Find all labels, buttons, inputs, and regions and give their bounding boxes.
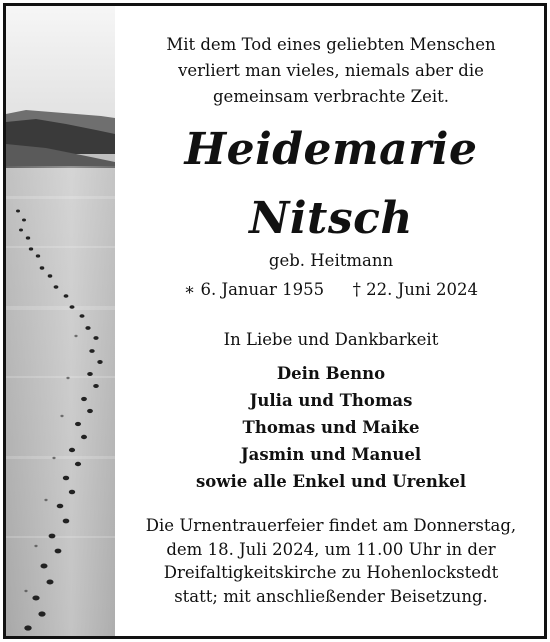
mourner-entry: sowie alle Enkel und Urenkel — [195, 472, 467, 491]
beach-footprints-photo — [6, 6, 115, 636]
life-dates — [118, 278, 544, 302]
birth-date: 6. Januar 1955 — [200, 280, 325, 299]
death-date: 22. Juni 2024 — [366, 280, 478, 299]
service-line: dem 18. Juli 2024, um 11.00 Uhr in der — [166, 539, 496, 559]
death-cross-icon: † — [352, 280, 361, 299]
obituary-text — [118, 6, 544, 636]
service-line: Dreifaltigkeitskirche zu Hohenlockstedt — [163, 563, 499, 582]
deceased-first-name: Heidemarie — [184, 124, 478, 175]
service-line: statt; mit anschließender Beisetzung. — [174, 586, 488, 606]
quote-line: gemeinsam verbrachte Zeit. — [213, 87, 449, 106]
birth-star-icon: ∗ — [184, 280, 196, 299]
gratitude-line: In Liebe und Dankbarkeit — [223, 330, 439, 349]
quote-line: verliert man vieles, niemals aber die — [178, 61, 484, 80]
deceased-last-name: Nitsch — [249, 193, 413, 244]
service-line: Die Urnentrauerfeier findet am Donnerstag, — [145, 516, 517, 535]
mourner-entry: Dein Benno — [276, 364, 386, 383]
obituary-frame — [3, 3, 547, 639]
quote-line: Mit dem Tod eines geliebten Menschen — [166, 35, 496, 54]
birth-name: geb. Heitmann — [268, 251, 394, 270]
mourner-entry: Jasmin und Manuel — [240, 445, 422, 464]
mourners-list — [118, 360, 544, 495]
mourner-entry: Julia und Thomas — [249, 391, 413, 410]
memorial-quote — [118, 32, 544, 110]
mourner-entry: Thomas und Maike — [242, 418, 420, 437]
funeral-service-info — [118, 514, 544, 608]
